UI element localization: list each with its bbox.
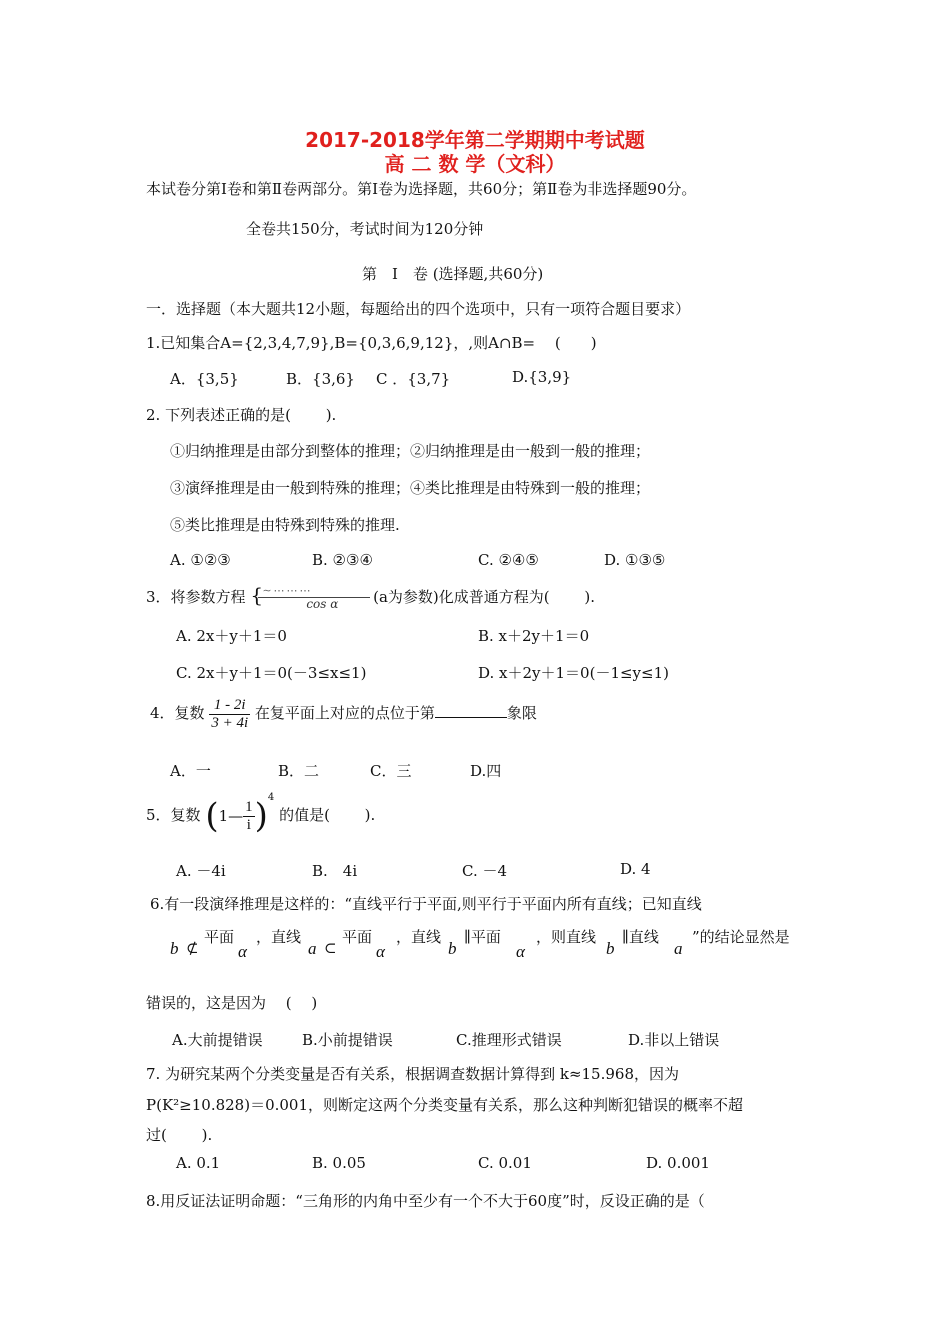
- q3-option-d: D. x＋2y＋1＝0(－1≤y≤1): [478, 664, 669, 682]
- q6-option-d: D.非以上错误: [628, 1031, 720, 1049]
- q4-fraction: [209, 697, 250, 731]
- q5-one: 1—: [218, 807, 244, 825]
- exam-title: 2017-2018学年第二学期期中考试题: [305, 128, 645, 152]
- q4-suffix: 象限: [506, 704, 537, 722]
- q1-option-d: D.{3,9}: [512, 368, 572, 386]
- q1-option-c: C ．{3,7}: [376, 370, 451, 388]
- q6-option-c: C.推理形式错误: [456, 1031, 562, 1049]
- q7-option-c: C. 0.01: [478, 1154, 532, 1172]
- symbol-a-2: a: [674, 939, 683, 958]
- parallel-line-word: ∥直线: [622, 928, 659, 946]
- q6-option-a: A.大前提错误: [172, 1031, 263, 1049]
- q2-stem: 2. 下列表述正确的是( ).: [146, 406, 337, 424]
- intro-line-1: 本试卷分第Ⅰ卷和第Ⅱ卷两部分。第Ⅰ卷为选择题，共60分；第Ⅱ卷为非选择题90分。: [146, 180, 697, 198]
- comma-line-word-2: ，直线: [396, 928, 442, 946]
- symbol-b-3: b: [606, 939, 615, 958]
- q7-option-b: B. 0.05: [312, 1154, 366, 1172]
- q7-line-2: P(K²≥10.828)＝0.001，则断定这两个分类变量有关系，那么这种判断犯错误的概率不超: [146, 1096, 744, 1114]
- comma-line-word: ，直线: [256, 928, 302, 946]
- q3-option-a: A. 2x＋y＋1＝0: [176, 627, 287, 645]
- q2-statement-3: ⑤类比推理是由特殊到特殊的推理.: [170, 516, 400, 534]
- q5-suffix: 的值是( ).: [279, 806, 376, 824]
- q1-option-a: A．{3,5}: [170, 370, 239, 388]
- q2-option-a: A. ①②③: [170, 551, 231, 569]
- q7-line-3: 过( ).: [146, 1126, 213, 1144]
- subset-symbol: ⊂: [324, 939, 337, 957]
- q2-statement-1: ①归纳推理是由部分到整体的推理；②归纳推理是由一般到一般的推理；: [170, 442, 651, 460]
- q8-stem: 8.用反证法证明命题：“三角形的内角中至少有一个不大于60度”时，反设正确的是（: [146, 1192, 705, 1210]
- q3-suffix: (a为参数)化成普通方程为( ).: [373, 588, 595, 606]
- q3-option-b: B. x＋2y＋1＝0: [478, 627, 590, 645]
- right-paren: ): [254, 796, 268, 836]
- q4-option-b: B．二: [278, 762, 320, 780]
- q3-option-c: C. 2x＋y＋1＝0(－3≤x≤1): [176, 664, 367, 682]
- parallel-plane-word: ∥平面: [464, 928, 501, 946]
- q5-stem: [146, 792, 376, 836]
- q6-line-1: 6.有一段演绎推理是这样的：“直线平行于平面,则平行于平面内所有直线；已知直线: [150, 895, 702, 913]
- q4-option-c: C．三: [370, 762, 412, 780]
- q5-numerator: 1: [245, 799, 253, 815]
- q3-stem: [146, 583, 595, 611]
- q4-numerator: 1 - 2i: [209, 697, 250, 715]
- section-heading: 第 Ⅰ 卷 (选择题,共60分): [362, 265, 544, 283]
- q5-option-c: C. －4: [462, 862, 508, 880]
- not-subset-symbol: ⊄: [186, 939, 199, 957]
- q2-option-d: D. ①③⑤: [604, 551, 666, 569]
- symbol-b-2: b: [448, 939, 457, 958]
- q5-option-b: B. 4i: [312, 862, 358, 880]
- q1-stem: 1.已知集合A={2,3,4,7,9},B={0,3,6,9,12}，,则A∩B= ( ): [146, 334, 597, 352]
- q4-prefix: 4．复数: [150, 704, 205, 722]
- q4-denominator: 3 + 4i: [211, 714, 249, 731]
- intro-line-2: 全卷共150分，考试时间为120分钟: [246, 220, 484, 238]
- q4-middle: 在复平面上对应的点位于第: [254, 704, 435, 722]
- q6-conclusion: ”的结论显然是: [692, 928, 790, 946]
- q2-option-b: B. ②③④: [312, 551, 373, 569]
- parametric-equation-image: { ∼⋯⋯⋯ cos α: [250, 586, 368, 610]
- q5-option-d: D. 4: [620, 860, 651, 878]
- then-line-word: ，则直线: [536, 928, 597, 946]
- q4-option-d: D.四: [470, 762, 502, 780]
- symbol-alpha-1: α: [238, 942, 247, 961]
- q2-statement-2: ③演绎推理是由一般到特殊的推理；④类比推理是由特殊到一般的推理；: [170, 479, 651, 497]
- q5-exponent: 4: [267, 792, 275, 803]
- section-instruction: 一．选择题（本大题共12小题，每题给出的四个选项中，只有一项符合题目要求）: [146, 300, 691, 318]
- q6-option-b: B.小前提错误: [302, 1031, 393, 1049]
- q7-option-d: D. 0.001: [646, 1154, 710, 1172]
- plane-word-1: 平面: [204, 928, 235, 946]
- q7-line-1: 7. 为研究某两个分类变量是否有关系，根据调查数据计算得到 k≈15.968，因为: [146, 1065, 679, 1083]
- q5-fraction: [243, 799, 255, 833]
- q3-prefix: 3．将参数方程: [146, 588, 246, 606]
- q2-option-c: C. ②④⑤: [478, 551, 539, 569]
- q4-stem: [150, 697, 537, 731]
- q6-line-3: 错误的，这是因为 ( ): [146, 994, 318, 1012]
- q5-denominator: i: [246, 816, 251, 833]
- q4-option-a: A．一: [170, 762, 211, 780]
- q5-prefix: 5．复数: [146, 806, 201, 824]
- symbol-b: b: [170, 939, 179, 958]
- symbol-alpha-3: α: [516, 942, 525, 961]
- symbol-alpha-2: α: [376, 942, 385, 961]
- symbol-a-1: a: [308, 939, 317, 958]
- exam-subtitle: 高 二 数 学（文科）: [384, 152, 566, 176]
- plane-word-2: 平面: [342, 928, 373, 946]
- q7-option-a: A. 0.1: [176, 1154, 221, 1172]
- q1-option-b: B．{3,6}: [286, 370, 355, 388]
- q5-option-a: A. －4i: [176, 862, 226, 880]
- answer-blank: [435, 704, 507, 718]
- q6-line-2: [170, 926, 810, 966]
- left-paren: (: [205, 796, 219, 836]
